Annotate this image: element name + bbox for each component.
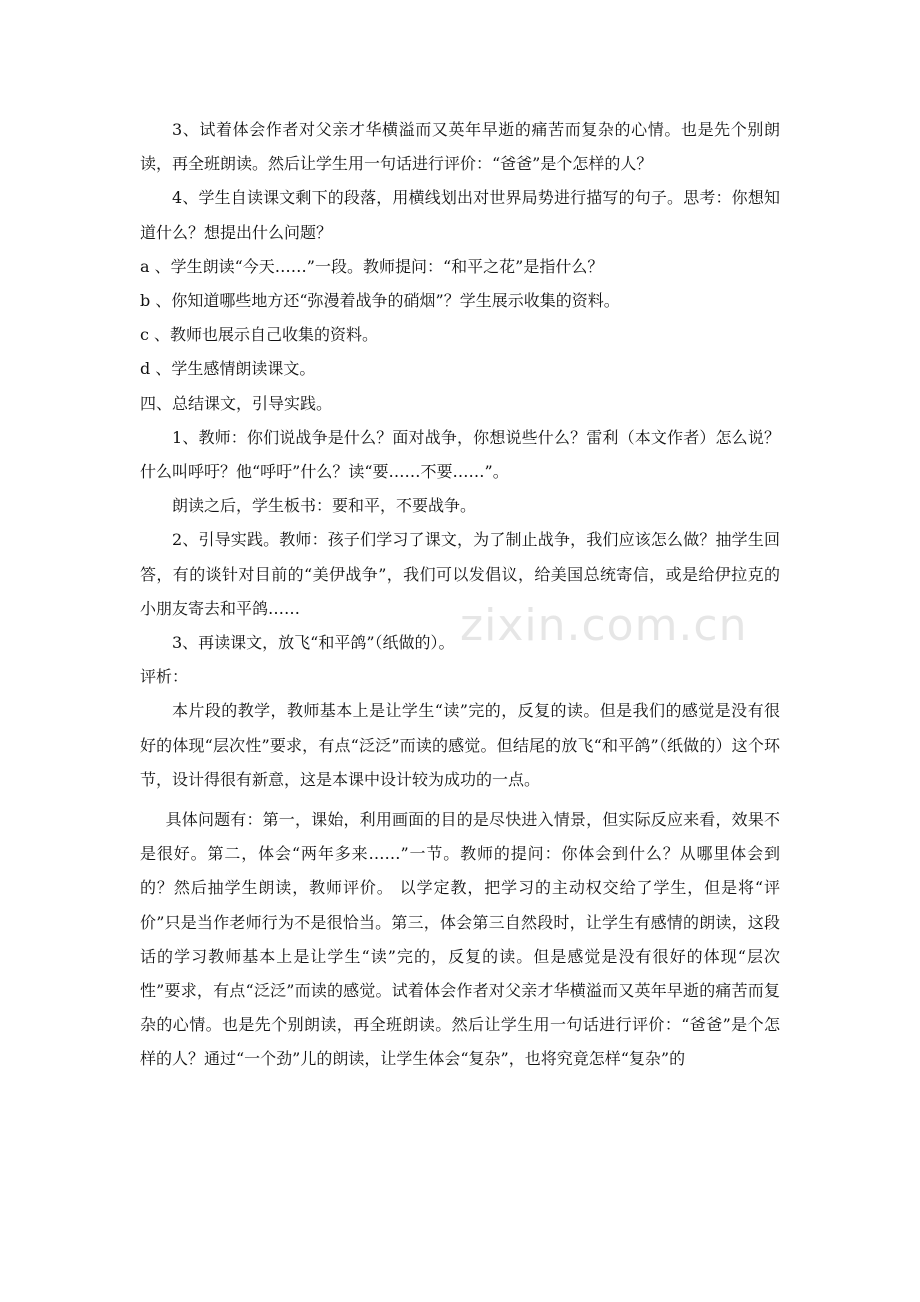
paragraph-blackboard: 朗读之后，学生板书：要和平，不要战争。 <box>172 496 477 516</box>
section-heading-summary: 四、总结课文，引导实践。 <box>140 393 333 413</box>
paragraph-summary-1: 1、教师：你们说战争是什么？面对战争，你想说些什么？雷利（本文作者）怎么说？什么叫呼吁？他“呼吁”什么？读“要……不要……”。 <box>140 427 780 482</box>
document-body <box>140 113 780 1077</box>
sub-item-b: b 、你知道哪些地方还“弥漫着战争的硝烟”？学生展示收集的资料。 <box>140 291 620 311</box>
paragraph-step-4: 4、学生自读课文剩下的段落，用横线划出对世界局势进行描写的句子。思考：你想知道什么？想提出什么问题？ <box>140 188 780 242</box>
sub-item-a: a 、学生朗读“今天……”一段。教师提问：“和平之花”是指什么？ <box>140 256 604 276</box>
paragraph-review: 本片段的教学，教师基本上是让学生“读”完的，反复的读。但是我们的感觉是没有很好的体现“层次性”要求，有点“泛泛”而读的感觉。但结尾的放飞“和平鸽”（纸做的）这个环节，设计得很有新意，这是本课中设计较为成功的一点。 <box>140 701 780 789</box>
paragraph-step-3: 3、试着体会作者对父亲才华横溢而又英年早逝的痛苦而复杂的心情。也是先个别朗读，再全班朗读。然后让学生用一句话进行评价：“爸爸”是个怎样的人？ <box>140 120 780 174</box>
paragraph-problems: 具体问题有：第一，课始，利用画面的目的是尽快进入情景，但实际反应来看，效果不是很好。第二，体会“两年多来……”一节。教师的提问：你体会到什么？从哪里体会到的？然后抽学生朗读，教师评价。 以学定教，把学习的主动权交给了学生，但是将“评价”只是当作老师行为不是很恰当。第三，体会第三自然段时，让学生有感情的朗读，这段话的学习教师基本上是让学生“读”完的，反复的读。但是感觉是没有很好的体现“层次性”要求，有点“泛泛”而读的感觉。试着体会作者对父亲才华横溢而又英年早逝的痛苦而复杂的心情。也是先个别朗读，再全班朗读。然后让学生用一句话进行评价：“爸爸”是个怎样的人？通过“一个劲”儿的朗读，让学生体会“复杂”，也将究竟怎样“复杂”的 <box>140 810 780 1069</box>
paragraph-summary-3: 3、再读课文，放飞“和平鸽”（纸做的）。 <box>172 633 455 653</box>
watermark: zixin.com.cn <box>460 600 748 651</box>
sub-item-c: c 、教师也展示自己收集的资料。 <box>140 325 379 345</box>
section-heading-review: 评析： <box>140 667 189 687</box>
sub-item-d: d 、学生感情朗读课文。 <box>140 359 316 379</box>
paragraph-summary-2: 2、引导实践。教师：孩子们学习了课文，为了制止战争，我们应该怎么做？抽学生回答，有的谈针对目前的“美伊战争”，我们可以发倡议，给美国总统寄信，或是给伊拉克的小朋友寄去和平鸽…… <box>140 530 780 618</box>
